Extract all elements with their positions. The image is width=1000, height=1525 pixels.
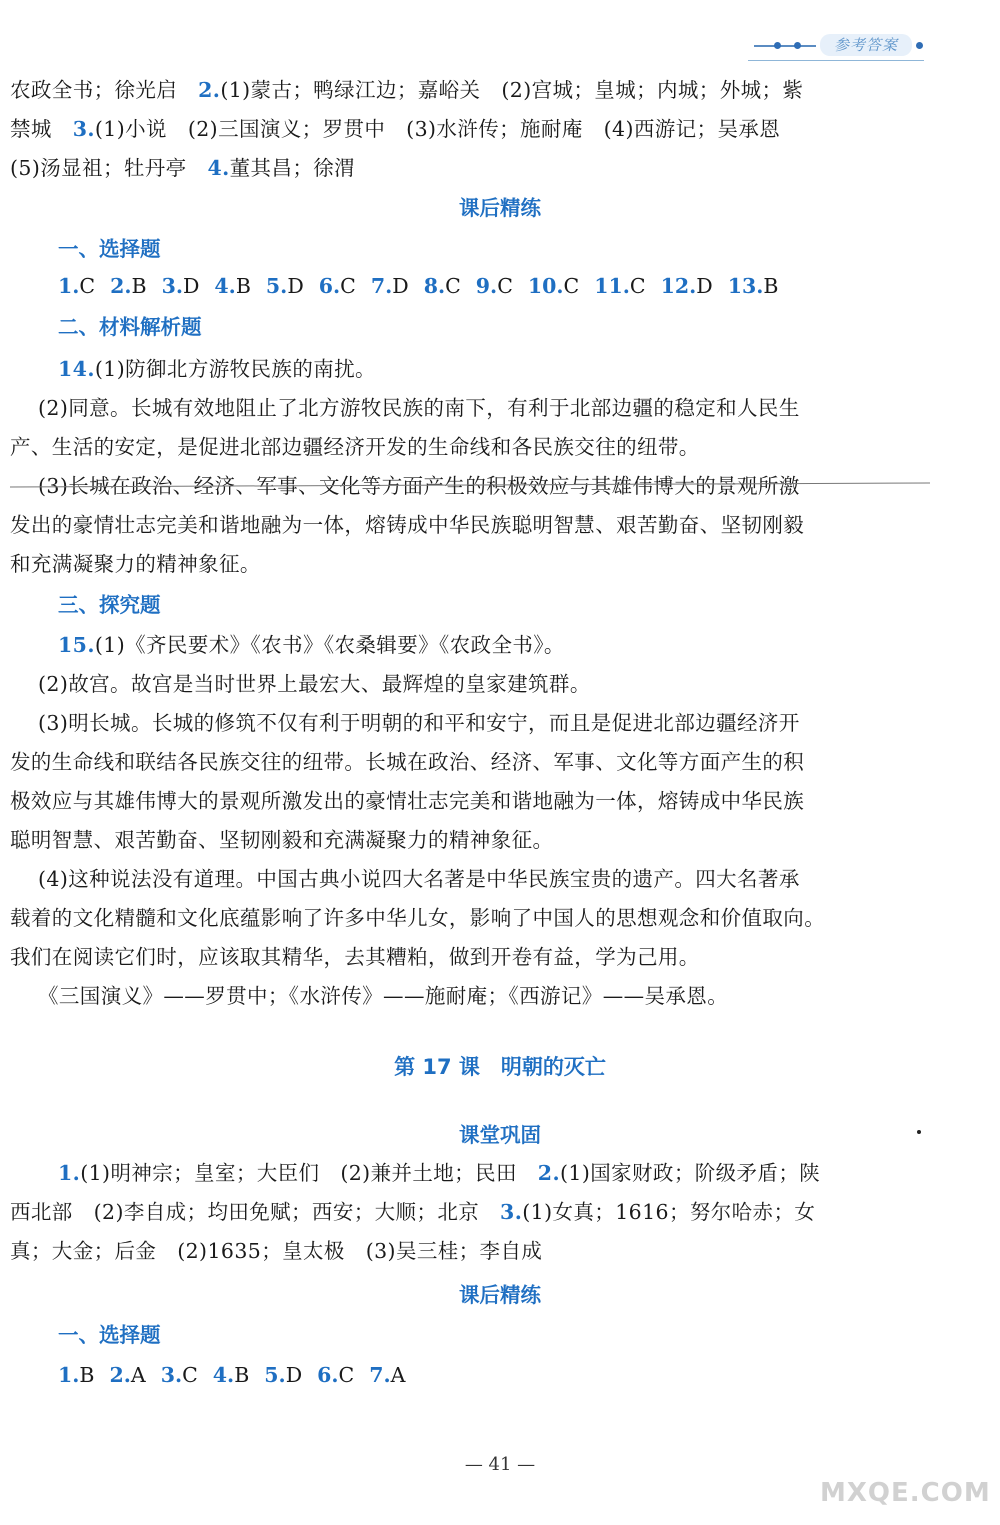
text-line (38, 860, 935, 899)
watermark-logo (820, 1478, 995, 1520)
question-number: 3. (161, 274, 183, 298)
text-line (38, 977, 935, 1016)
question-number: 2. (110, 274, 132, 298)
text-line (10, 1193, 935, 1232)
mc-answers (58, 271, 793, 301)
answer-text: (1)蒙古；鸭绿江边；嘉峪关 (2)宫城；皇城；内城；外城；紫 (220, 78, 804, 102)
answer-letter: D (696, 274, 713, 298)
text-line (58, 350, 935, 389)
question-number: 3. (160, 1363, 183, 1387)
question-number: 2. (109, 1363, 131, 1387)
text-line (10, 821, 935, 860)
answer-text: (3)长城在政治、经济、军事、文化等方面产生的积极效应与其雄伟博大的景观所激 (38, 474, 800, 498)
answer-text: 极效应与其雄伟博大的景观所激发出的豪情壮志完美和谐地融为一体，熔铸成中华民族 (10, 789, 805, 813)
answer-text: 我们在阅读它们时，应该取其精华，去其糟粕，做到开卷有益，学为己用。 (10, 945, 700, 969)
answer-text: (5)汤显祖；牡丹亭 (10, 156, 208, 180)
answer-letter: D (392, 274, 409, 298)
answer-letter: D (285, 1363, 303, 1387)
scratch-line (10, 481, 930, 489)
answer-letter: C (338, 1363, 355, 1387)
answer-text: (1)国家财政；阶级矛盾；陕 (559, 1161, 821, 1185)
text-line (10, 743, 935, 782)
question-number: 13. (727, 274, 764, 298)
mc-item (162, 274, 200, 298)
mc-item (213, 1363, 249, 1387)
answer-text: (1)防御北方游牧民族的南扰。 (94, 357, 376, 381)
question-number: 8. (423, 274, 446, 298)
answer-key-badge (748, 32, 924, 61)
answer-text: (1)《齐民要术》《农书》《农桑辑要》《农政全书》。 (94, 633, 565, 657)
question-number: 2. (537, 1161, 560, 1185)
text-line (38, 665, 935, 704)
answer-text: (1)女真；1616；努尔哈赤；女 (522, 1200, 816, 1224)
answer-letter: C (340, 274, 356, 298)
badge-label: 参考答案 (820, 34, 912, 56)
question-number: 6. (318, 274, 341, 298)
question-number: 2. (198, 78, 221, 102)
text-line (10, 506, 935, 545)
mc-item (214, 274, 250, 298)
answer-text: (2)故宫。故宫是当时世界上最宏大、最辉煌的皇家建筑群。 (38, 672, 591, 696)
answer-letter: C (497, 274, 513, 298)
text-line (10, 545, 935, 584)
mc-item (264, 1363, 302, 1387)
badge-dot (794, 42, 801, 49)
answer-letter: B (234, 1363, 250, 1387)
watermark-text: MXQE.COM (820, 1478, 991, 1508)
answer-letter: C (629, 274, 646, 298)
mc-section-title-2: 一、选择题 (58, 1323, 161, 1347)
answer-letter: B (763, 274, 779, 298)
text-line (10, 110, 935, 149)
text-line (10, 899, 935, 938)
stray-mark (917, 1130, 921, 1134)
mc-item (369, 1363, 405, 1387)
question-number: 1. (58, 1161, 81, 1185)
question-number: 12. (660, 274, 697, 298)
text-line (10, 782, 935, 821)
question-number: 4. (207, 156, 230, 180)
text-line (10, 71, 935, 110)
answer-letter: C (445, 274, 461, 298)
mc-item (161, 1363, 198, 1387)
question-number: 5. (265, 274, 288, 298)
mc-item (109, 1363, 145, 1387)
page-number: — 41 — (464, 1454, 536, 1475)
answer-letter: A (130, 1363, 146, 1387)
question-number: 14. (58, 357, 95, 381)
answer-text: (4)这种说法没有道理。中国古典小说四大名著是中华民族宝贵的遗产。四大名著承 (38, 867, 800, 891)
answer-text: 真；大金；后金 (2)1635；皇太极 (3)吴三桂；李自成 (10, 1239, 543, 1263)
material-section-title: 二、材料解析题 (58, 315, 202, 339)
question-number: 1. (58, 274, 80, 298)
answer-letter: C (563, 274, 580, 298)
mc-item (110, 274, 146, 298)
question-number: 9. (475, 274, 498, 298)
explore-section-title: 三、探究题 (58, 593, 161, 617)
text-line (58, 1154, 938, 1193)
text-line (10, 1232, 935, 1271)
text-line (38, 389, 935, 428)
badge-dot (774, 42, 781, 49)
question-number: 7. (370, 274, 393, 298)
text-line (10, 428, 935, 467)
text-line (10, 149, 935, 188)
answer-text: 聪明智慧、艰苦勤奋、坚韧刚毅和充满凝聚力的精神象征。 (10, 828, 554, 852)
mc-item (528, 274, 579, 298)
question-number: 5. (264, 1363, 286, 1387)
after-class-heading-2: 课后精练 (459, 1283, 541, 1307)
answer-text: (1)明神宗；皇室；大臣们 (2)兼并土地；民田 (80, 1161, 538, 1185)
mc-item (317, 1363, 354, 1387)
mc-item (58, 274, 95, 298)
question-number: 15. (58, 633, 95, 657)
answer-text: 农政全书；徐光启 (10, 78, 199, 102)
answer-text: 发的生命线和联结各民族交往的纽带。长城在政治、经济、军事、文化等方面产生的积 (10, 750, 805, 774)
answer-text: 西北部 (2)李自成；均田免赋；西安；大顺；北京 (10, 1200, 501, 1224)
question-number: 4. (212, 1363, 235, 1387)
answer-text: 董其昌；徐渭 (229, 156, 356, 180)
question-number: 3. (500, 1200, 523, 1224)
mc-item (476, 274, 513, 298)
class-consolidation-heading: 课堂巩固 (459, 1123, 541, 1147)
question-number: 4. (214, 274, 236, 298)
badge-line (754, 45, 816, 47)
mc-answers-2 (58, 1360, 420, 1390)
text-line (58, 626, 935, 665)
question-number: 6. (317, 1363, 339, 1387)
answer-letter: C (79, 274, 96, 298)
answer-text: 禁城 (10, 117, 73, 141)
mc-item (594, 274, 645, 298)
answer-text: 《三国演义》——罗贯中；《水浒传》——施耐庵；《西游记》——吴承恩。 (38, 984, 729, 1008)
answer-text: 产、生活的安定，是促进北部边疆经济开发的生命线和各民族交往的纽带。 (10, 435, 700, 459)
after-class-heading: 课后精练 (459, 196, 541, 220)
answer-letter: B (79, 1363, 95, 1387)
mc-item (424, 274, 461, 298)
mc-section-title: 一、选择题 (58, 237, 161, 261)
question-number: 3. (72, 117, 95, 141)
question-number: 10. (527, 274, 564, 298)
answer-letter: B (235, 274, 251, 298)
question-number: 1. (58, 1363, 80, 1387)
mc-item (58, 1363, 94, 1387)
mc-item (661, 274, 713, 298)
question-number: 11. (594, 274, 630, 298)
mc-item (371, 274, 409, 298)
answer-letter: B (131, 274, 147, 298)
answer-text: (3)明长城。长城的修筑不仅有利于明朝的和平和安宁，而且是促进北部边疆经济开 (38, 711, 800, 735)
text-line (10, 938, 935, 977)
text-line (38, 704, 935, 743)
mc-item (319, 274, 356, 298)
answer-letter: C (182, 1363, 198, 1387)
mc-item (728, 274, 779, 298)
answer-letter: D (287, 274, 304, 298)
badge-dot (916, 42, 923, 49)
answer-text: (1)小说 (2)三国演义；罗贯中 (3)水浒传；施耐庵 (4)西游记；吴承恩 (94, 117, 781, 141)
answer-text: (2)同意。长城有效地阻止了北方游牧民族的南下，有利于北部边疆的稳定和人民生 (38, 396, 800, 420)
answer-text: 发出的豪情壮志完美和谐地融为一体，熔铸成中华民族聪明智慧、艰苦勤奋、坚韧刚毅 (10, 513, 805, 537)
answer-text: 载着的文化精髓和文化底蕴影响了许多中华儿女，影响了中国人的思想观念和价值取向。 (10, 906, 826, 930)
answer-letter: D (182, 274, 200, 298)
question-number: 7. (369, 1363, 391, 1387)
mc-item (266, 274, 304, 298)
answer-text: 和充满凝聚力的精神象征。 (10, 552, 261, 576)
answer-letter: A (390, 1363, 406, 1387)
lesson-title: 第 17 课 明朝的灭亡 (394, 1055, 606, 1079)
